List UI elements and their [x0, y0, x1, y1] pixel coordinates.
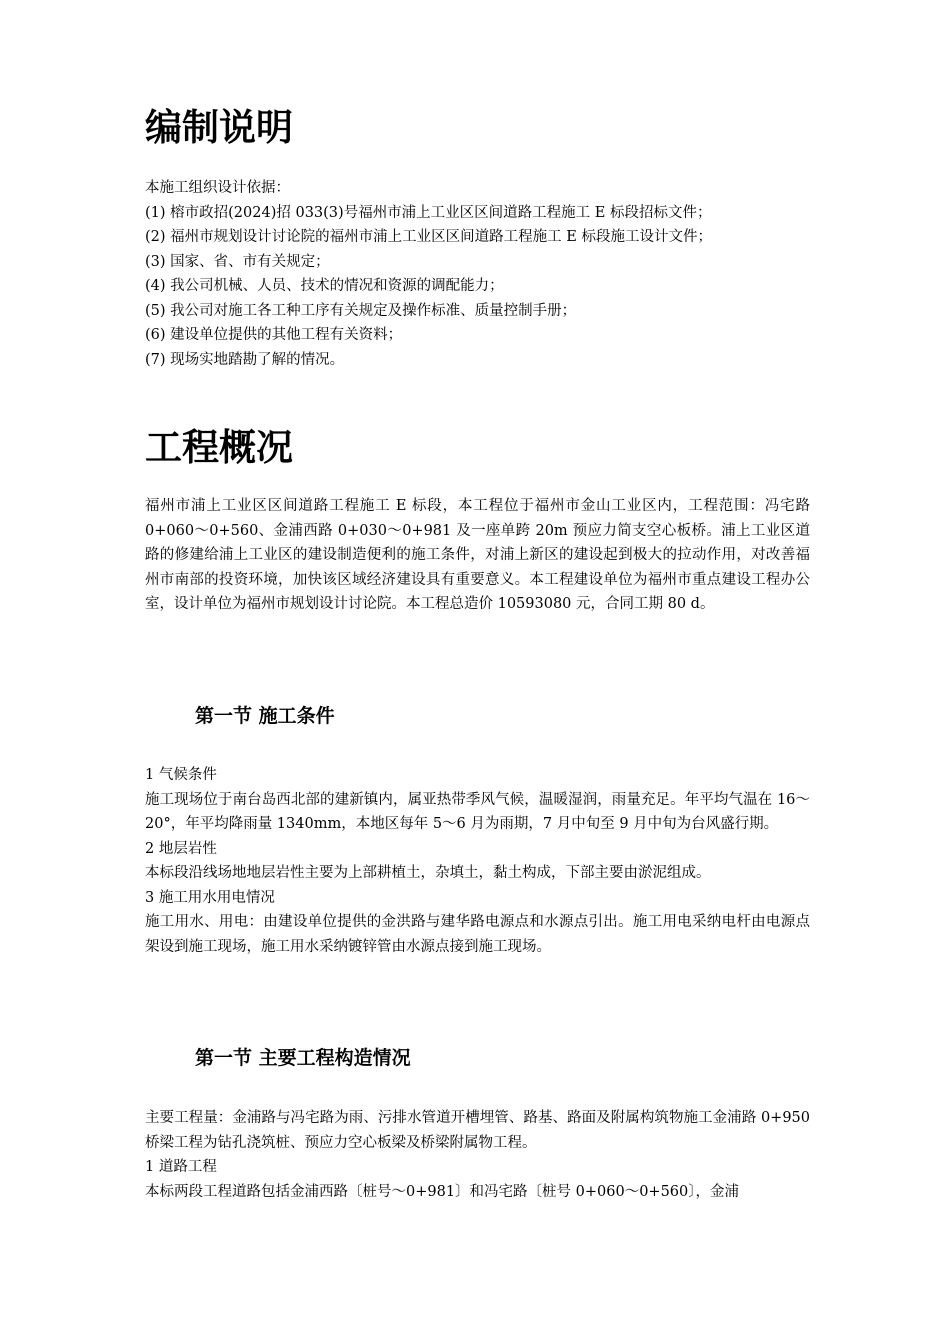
basis-item: (4) 我公司机械、人员、技术的情况和资源的调配能力；: [145, 278, 504, 294]
utilities-text: 施工用水、用电：由建设单位提供的金洪路与建华路电源点和水源点引出。施工用电采纳电杆由电源点架设到施工现场，施工用水采纳镀锌管由水源点接到施工现场。: [145, 914, 810, 955]
geology-text: 本标段沿线场地地层岩性主要为上部耕植土，杂填土，黏土构成，下部主要由淤泥组成。: [145, 865, 711, 881]
climate-heading: 1 气候条件: [145, 767, 217, 783]
climate-text: 施工现场位于南台岛西北部的建新镇内，属亚热带季风气候，温暖湿润，雨量充足。年平均气温在 16～20°，年平均降雨量 1340mm，本地区每年 5～6 月为雨期，7 月中旬至 9 月中旬为台风盛行期。: [145, 791, 810, 832]
basis-item: (5) 我公司对施工各工种工序有关规定及操作标准、质量控制手册；: [145, 302, 577, 319]
construction-conditions-body: [145, 763, 810, 959]
section-title-project-overview: 工程概况: [145, 426, 293, 469]
basis-item: (2) 福州市规划设计讨论院的福州市浦上工业区区间道路工程施工 E 标段施工设计文件；: [145, 229, 712, 245]
utilities-heading: 3 施工用水用电情况: [145, 889, 275, 906]
geology-heading: 2 地层岩性: [145, 840, 217, 857]
road-works-text: 本标两段工程道路包括金浦西路〔桩号～0+981〕和冯宅路〔桩号 0+060～0+560〕，金浦: [145, 1183, 740, 1200]
main-structures-body: [145, 1106, 810, 1204]
subsection-title-construction-conditions: 第一节 施工条件: [195, 705, 335, 727]
section-title-compilation-notes: 编制说明: [145, 106, 293, 149]
basis-item: (3) 国家、省、市有关规定；: [145, 253, 330, 270]
main-works-intro: 主要工程量：金浦路与冯宅路为雨、污排水管道开槽埋管、路基、路面及附属构筑物施工金浦路 0+950 桥梁工程为钻孔浇筑桩、预应力空心板梁及桥梁附属物工程。: [145, 1110, 810, 1151]
basis-item: (7) 现场实地踏勘了解的情况。: [145, 351, 345, 368]
road-works-heading: 1 道路工程: [145, 1159, 217, 1175]
compilation-basis-list: [145, 176, 810, 372]
basis-item: (1) 榕市政招(2024)招 033(3)号福州市浦上工业区区间道路工程施工 E 标段招标文件；: [145, 204, 712, 221]
project-overview-paragraph: 福州市浦上工业区区间道路工程施工 E 标段，本工程位于福州市金山工业区内，工程范围：冯宅路 0+060～0+560、金浦西路 0+030～0+981 及一座单跨 20m 预应力简支空心板桥。浦上工业区道路的修建给浦上工业区的建设制造便利的施工条件，对浦上新区的建设起到极大的拉动作用，对改善福州市南部的投资环境，加快该区域经济建设具有重要意义。本工程建设单位为福州市重点建设工程办公室，设计单位为福州市规划设计讨论院。本工程总造价 10593080 元，合同工期 80 d。: [145, 498, 810, 612]
project-overview-body: [145, 494, 810, 617]
basis-intro: 本施工组织设计依据：: [145, 180, 290, 196]
subsection-title-main-structures: 第一节 主要工程构造情况: [195, 1047, 411, 1069]
basis-item: (6) 建设单位提供的其他工程有关资料；: [145, 327, 403, 343]
